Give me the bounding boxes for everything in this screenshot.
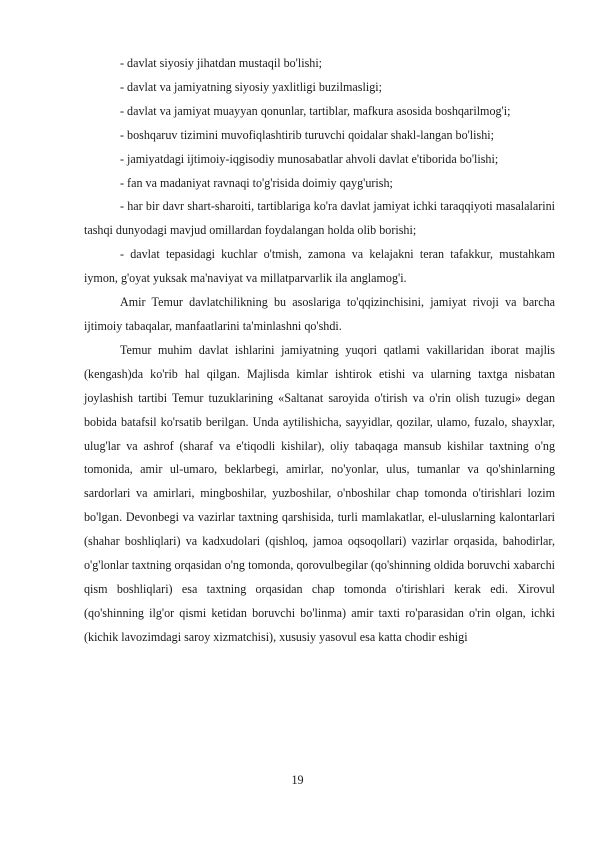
paragraph-4: - boshqaruv tizimini muvofiqlashtirib turuvchi qoidalar shakl-langan bo'lishi;: [120, 127, 494, 142]
paragraph-3: - davlat va jamiyat muayyan qonunlar, tartiblar, mafkura asosida boshqarilmog'i;: [120, 103, 511, 118]
paragraph-7: - har bir davr shart-sharoiti, tartiblariga ko'ra davlat jamiyat ichki taraqqiyoti masalalarini tashqi dunyodagi mavjud omillardan foydalangan holda olib borishi;: [84, 199, 555, 238]
document-page: [84, 52, 555, 650]
paragraph-1: - davlat siyosiy jihatdan mustaqil bo'lishi;: [120, 56, 323, 70]
paragraph-8: - davlat tepasidagi kuchlar o'tmish, zamona va kelajakni teran tafakkur, mustahkam iymon, g'oyat yuksak ma'naviyat va millatparvarlik ila anglamog'i.: [84, 247, 555, 286]
page-number: 19: [291, 773, 304, 787]
paragraph-6: - fan va madaniyat ravnaqi to'g'risida doimiy qayg'urish;: [120, 175, 393, 190]
paragraph-10: Temur muhim davlat ishlarini jamiyatning yuqori qatlami vakillaridan iborat majlis (kengash)da ko'rib hal qilgan. Majlisda kimlar ishtirok etishi va ularning taxtga nisbatan joylashish tartibi Temur tuzuklarining «Saltanat saroyida o'tirish va o'rin olish tuzugi» degan bobida batafsil ko'rsatib berilgan. Unda aytilishicha, sayyidlar, qozilar, ulamo, fuzalo, shayxlar, ulug'lar va ashrof (sharaf va e'tiqodli kishilar), oliy tabaqaga mansub kishilar taxtning o'ng tomonida, amir ul-umaro, beklarbegi, amirlar, no'yonlar, ulus, tumanlar va qo'shinlarning sardorlari va amirlari, mingboshilar, yuzboshilar, o'nboshilar chap tomonda o'tirishlari lozim bo'lgan. Devonbegi va vazirlar taxtning qarshisida, turli mamlakatlar, el-uluslarning kalontarlari (shahar boshliqlari) va kadxudolari (qishloq, jamoa oqsoqollari) vazirlar orqasida, bahodirlar, o'g'lonlar taxtning orqasidan o'ng tomonda, qorovulbegilar (qo'shinning oldida boruvchi xabarchi qism boshliqlari) esa taxtning orqasidan chap tomonda o'tirishlari kerak edi. Xirovul (qo'shinning ilg'or qismi ketidan boruvchi bo'linma) amir taxti ro'parasidan o'rin olgan, ichki (kichik lavozimdagi saroy xizmatchisi), xususiy yasovul esa katta chodir eshigi: [84, 342, 555, 644]
paragraph-2: - davlat va jamiyatning siyosiy yaxlitligi buzilmasligi;: [120, 79, 382, 94]
paragraph-5: - jamiyatdagi ijtimoiy-iqgisodiy munosabatlar ahvoli davlat e'tiborida bo'lishi;: [120, 151, 499, 166]
paragraph-9: Amir Temur davlatchilikning bu asoslariga to'qqizinchisini, jamiyat rivoji va barcha ijtimoiy tabaqalar, manfaatlarini ta'minlashni qo'shdi.: [84, 295, 555, 333]
